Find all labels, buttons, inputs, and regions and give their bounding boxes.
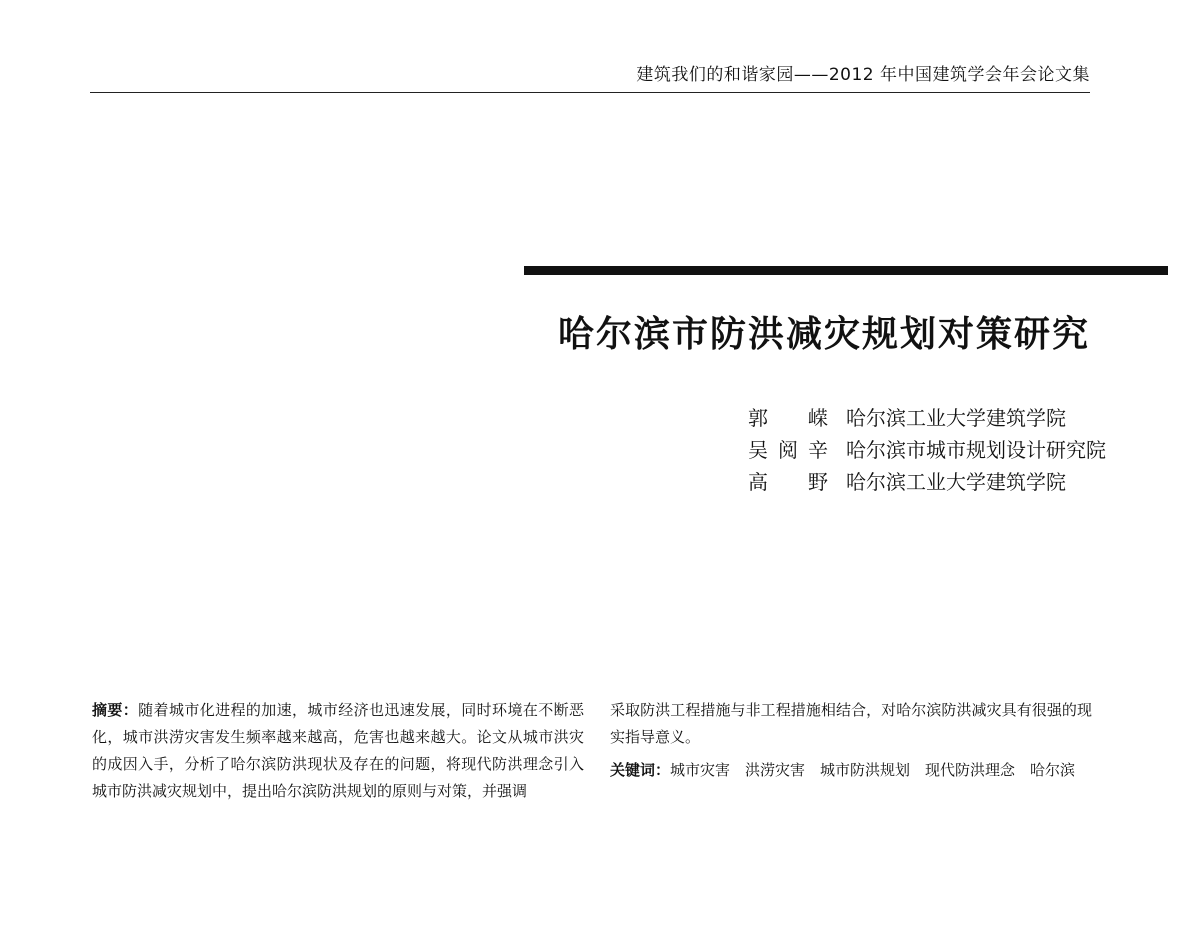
running-header: 建筑我们的和谐家园——2012 年中国建筑学会年会论文集 <box>636 65 1090 85</box>
abstract-column-left <box>92 697 584 805</box>
title-bar <box>524 266 1168 275</box>
paper-title: 哈尔滨市防洪减灾规划对策研究 <box>557 314 1090 355</box>
author-affiliation: 哈尔滨市城市规划设计研究院 <box>846 438 1106 462</box>
keywords-label: 关键词： <box>610 761 671 779</box>
author-name: 吴阅辛 <box>748 438 828 462</box>
author-row <box>748 402 1090 434</box>
abstract-column-right <box>610 697 1092 784</box>
author-affiliation: 哈尔滨工业大学建筑学院 <box>846 470 1066 494</box>
author-name: 高 野 <box>748 470 828 494</box>
keywords-text: 城市灾害 洪涝灾害 城市防洪规划 现代防洪理念 哈尔滨 <box>670 761 1076 779</box>
abstract-text-continued: 采取防洪工程措施与非工程措施相结合，对哈尔滨防洪减灾具有很强的现实指导意义。 <box>610 701 1092 746</box>
author-name: 郭 嵘 <box>748 406 828 430</box>
author-affiliation: 哈尔滨工业大学建筑学院 <box>846 406 1066 430</box>
author-row <box>748 466 1090 498</box>
author-row <box>748 434 1106 466</box>
header-rule <box>90 92 1090 93</box>
abstract-label: 摘要： <box>92 701 139 719</box>
abstract-text: 随着城市化进程的加速，城市经济也迅速发展，同时环境在不断恶化，城市洪涝灾害发生频率越来越高，危害也越来越大。论文从城市洪灾的成因入手，分析了哈尔滨防洪现状及存在的问题，将现代防洪理念引入城市防洪减灾规划中，提出哈尔滨防洪规划的原则与对策，并强调 <box>92 701 584 800</box>
keywords <box>610 757 1092 784</box>
author-list <box>748 402 1106 498</box>
